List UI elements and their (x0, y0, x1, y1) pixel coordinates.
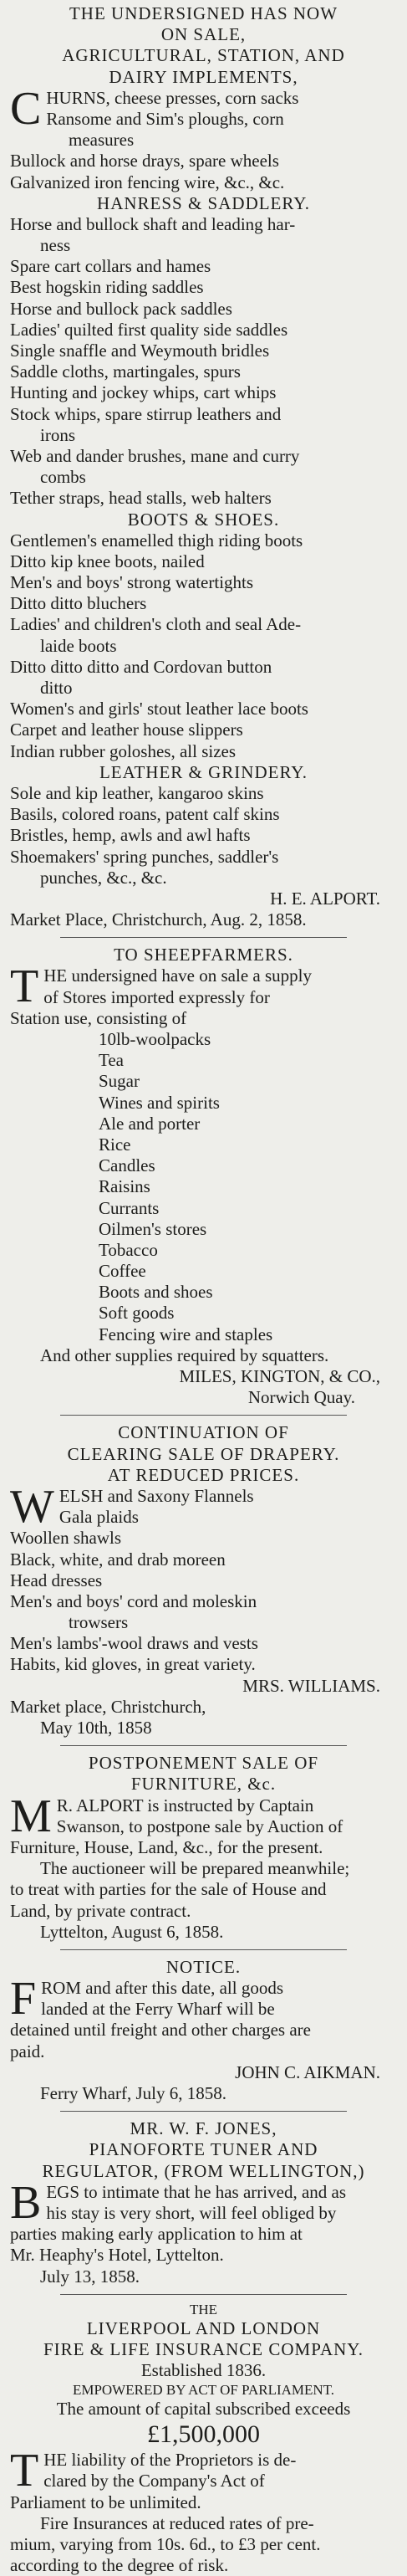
drop-cap-block (10, 82, 397, 135)
advert-notice (10, 1957, 397, 2104)
advert-insurance-company (10, 2302, 397, 2576)
list-item: Currants (99, 1197, 160, 1218)
text-line: detained until freight and other charges are (10, 2020, 311, 2041)
heading-line: DAIRY IMPLEMENTS, (109, 66, 298, 87)
text-line: HURNS, cheese presses, corn sacks (46, 87, 299, 108)
text-line: Furniture, House, Land, &c., for the present. (10, 1836, 323, 1857)
text-line: Bristles, hemp, awls and awl hafts (10, 825, 251, 846)
list-item: Sugar (99, 1071, 140, 1092)
text-line: combs (40, 467, 86, 488)
text-line: Tether straps, head stalls, web halters (10, 488, 272, 509)
text-line: Stock whips, spare stirrup leathers and (10, 403, 282, 424)
heading-line: FURNITURE, &c. (130, 1774, 277, 1795)
text-line: HE undersigned have on sale a supply (43, 965, 312, 986)
text-line: according to the degree of risk. (10, 2555, 229, 2576)
dateline: May 10th, 1858 (40, 1718, 152, 1738)
heading-line: TO SHEEPFARMERS. (114, 945, 293, 965)
heading-line: REGULATOR, (FROM WELLINGTON,) (42, 2160, 365, 2181)
text-line: Ditto ditto ditto and Cordovan button (10, 656, 272, 677)
heading-line: ON SALE, (160, 24, 247, 45)
text-line: Horse and bullock shaft and leading har- (10, 213, 296, 234)
text-line: Galvanized iron fencing wire, &c., &c. (10, 172, 285, 192)
capital-line: The amount of capital subscribed exceeds (56, 2399, 351, 2420)
divider (60, 2111, 347, 2112)
dateline: Market place, Christchurch, (10, 1696, 206, 1717)
text-line: measures (69, 130, 135, 151)
drop-cap: C (10, 82, 42, 135)
text-line: Carpet and leather house slippers (10, 720, 243, 740)
text-line: Ladies' and children's cloth and seal Ade- (10, 614, 302, 635)
text-line: mium, varying from 10s. 6d., to £3 per cent. (10, 2533, 321, 2554)
text-line: Indian rubber goloshes, all sizes (10, 740, 237, 761)
text-line: to treat with parties for the sale of House and (10, 1879, 327, 1900)
heading-line: CLEARING SALE OF DRAPERY. (67, 1443, 340, 1464)
text-line: Web and dander brushes, mane and curry (10, 445, 300, 466)
text-line: Fire Insurances at reduced rates of pre- (40, 2512, 314, 2533)
text-line: Bullock and horse drays, spare wheels (10, 151, 279, 172)
text-line: his stay is very short, will feel obliged by (46, 2202, 337, 2223)
list-item: Coffee (99, 1261, 146, 1282)
empowered-line: EMPOWERED BY ACT OF PARLIAMENT. (72, 2381, 335, 2398)
address: Norwich Quay. (247, 1387, 355, 1408)
text-line: Ransome and Sim's ploughs, corn (46, 108, 284, 129)
text-line: Swanson, to postpone sale by Auction of (56, 1815, 343, 1836)
text-line: Gala plaids (59, 1507, 139, 1528)
dateline: Market Place, Christchurch, Aug. 2, 1858. (10, 909, 307, 930)
text-line: Men's lambs'-wool draws and vests (10, 1633, 258, 1654)
heading-line: POSTPONEMENT SALE OF (88, 1753, 319, 1774)
section-heading: HANRESS & SADDLERY. (97, 192, 310, 213)
signature: MILES, KINGTON, & CO., (179, 1366, 380, 1386)
text-line: Single snaffle and Weymouth bridles (10, 341, 270, 361)
dateline: Lyttelton, August 6, 1858. (40, 1921, 224, 1942)
drop-cap: F (10, 1973, 37, 2025)
text-line: Woollen shawls (10, 1528, 122, 1549)
text-line: Mr. Heaphy's Hotel, Lyttelton. (10, 2245, 224, 2266)
drop-cap-block (10, 1790, 397, 1842)
text-line: Shoemakers' spring punches, saddler's (10, 846, 279, 867)
text-line: ELSH and Saxony Flannels (59, 1485, 254, 1506)
divider (60, 2294, 347, 2295)
text-line: Black, white, and drab moreen (10, 1549, 226, 1570)
text-line: Ditto kip knee boots, nailed (10, 551, 205, 571)
heading-line: FIRE & LIFE INSURANCE COMPANY. (43, 2339, 364, 2360)
text-line: paid. (10, 2041, 45, 2061)
text-line: Women's and girls' stout leather lace boots (10, 699, 308, 720)
text-line: irons (40, 424, 75, 445)
list-item: Soft goods (99, 1303, 175, 1324)
text-line: Land, by private contract. (10, 1900, 191, 1921)
heading-line: LIVERPOOL AND LONDON (86, 2318, 321, 2339)
text-line: Ladies' quilted first quality side saddles (10, 319, 288, 340)
list-item: Raisins (99, 1176, 150, 1197)
list-item: Candles (99, 1155, 155, 1176)
heading-line: THE UNDERSIGNED HAS NOW (69, 3, 338, 23)
section-heading: BOOTS & SHOES. (127, 509, 280, 530)
text-line: Habits, kid gloves, in great variety. (10, 1654, 256, 1675)
heading-line: NOTICE. (165, 1956, 242, 1977)
text-line: HE liability of the Proprietors is de- (43, 2450, 297, 2471)
advert-alport-implements (10, 3, 397, 930)
text-line: EGS to intimate that he has arrived, and as (46, 2181, 347, 2202)
capital-amount: £1,500,000 (147, 2420, 260, 2449)
text-line: Gentlemen's enamelled thigh riding boots (10, 530, 303, 551)
dateline: Ferry Wharf, July 6, 1858. (40, 2083, 226, 2103)
list-item: 10lb-woolpacks (99, 1029, 211, 1049)
drop-cap-block (10, 1480, 397, 1533)
text-line: Station use, consisting of (10, 1007, 187, 1028)
divider (60, 1415, 347, 1416)
drop-cap: B (10, 2176, 42, 2229)
list-item: Rice (99, 1134, 131, 1155)
text-line: The auctioneer will be prepared meanwhile; (40, 1858, 350, 1879)
drop-cap: T (10, 2445, 39, 2497)
divider (60, 1949, 347, 1950)
list-item: Wines and spirits (99, 1092, 220, 1113)
established-line: Established 1836. (140, 2360, 267, 2381)
advert-drapery-sale (10, 1422, 397, 1739)
advert-pianoforte-tuner (10, 2118, 397, 2287)
text-line: Spare cart collars and hames (10, 256, 211, 277)
heading-line: MR. W. F. JONES, (130, 2118, 277, 2139)
advert-sheepfarmers (10, 945, 397, 1408)
text-line: ditto (40, 678, 73, 698)
drop-cap-block (10, 960, 397, 1013)
text-line: Saddle cloths, martingales, spurs (10, 361, 241, 382)
list-item: Tea (99, 1050, 125, 1071)
text-line: Hunting and jockey whips, cart whips (10, 382, 277, 403)
list-item: Ale and porter (99, 1113, 201, 1134)
text-line: And other supplies required by squatters. (40, 1344, 329, 1365)
drop-cap: M (10, 1790, 52, 1842)
text-line: clared by the Company's Act of (43, 2471, 265, 2491)
drop-cap-block (10, 1973, 397, 2025)
advert-postponement-sale (10, 1753, 397, 1943)
text-line: Head dresses (10, 1570, 103, 1590)
text-line: trowsers (69, 1612, 129, 1633)
list-item: Fencing wire and staples (99, 1324, 273, 1344)
drop-cap: W (10, 1480, 54, 1533)
signature: H. E. ALPORT. (270, 888, 380, 909)
divider (60, 937, 347, 938)
drop-cap-block (10, 2445, 397, 2497)
text-line: Ditto ditto bluchers (10, 593, 147, 614)
text-line: Basils, colored roans, patent calf skins (10, 804, 280, 825)
text-line: Men's and boys' cord and moleskin (10, 1590, 257, 1611)
list-item: Oilmen's stores (99, 1218, 207, 1239)
text-line: parties making early application to him at (10, 2224, 303, 2245)
text-line: of Stores imported expressly for (43, 986, 270, 1007)
text-line: R. ALPORT is instructed by Captain (56, 1795, 314, 1815)
signature: JOHN C. AIKMAN. (235, 2061, 380, 2082)
drop-cap-block (10, 2176, 397, 2229)
divider (60, 1745, 347, 1746)
heading-line: CONTINUATION OF (118, 1422, 289, 1443)
kicker: THE (189, 2301, 218, 2317)
heading-line: AGRICULTURAL, STATION, AND (62, 45, 345, 66)
text-line: punches, &c., &c. (40, 867, 167, 888)
signature: MRS. WILLIAMS. (242, 1675, 380, 1696)
drop-cap: T (10, 960, 39, 1013)
text-line: ness (40, 235, 71, 256)
text-line: laide boots (40, 635, 117, 656)
heading-line: PIANOFORTE TUNER AND (89, 2139, 318, 2160)
text-line: Men's and boys' strong watertights (10, 572, 254, 593)
list-item: Boots and shoes (99, 1282, 213, 1303)
list-item: Tobacco (99, 1239, 158, 1260)
dateline: July 13, 1858. (40, 2266, 140, 2287)
section-heading: LEATHER & GRINDERY. (99, 761, 308, 782)
text-line: ROM and after this date, all goods (41, 1978, 284, 1999)
text-line: Horse and bullock pack saddles (10, 298, 232, 319)
text-line: landed at the Ferry Wharf will be (41, 1999, 275, 2020)
text-line: Sole and kip leather, kangaroo skins (10, 782, 264, 803)
text-line: Parliament to be unlimited. (10, 2491, 201, 2512)
heading-line: AT REDUCED PRICES. (107, 1464, 300, 1485)
text-line: Best hogskin riding saddles (10, 277, 204, 298)
